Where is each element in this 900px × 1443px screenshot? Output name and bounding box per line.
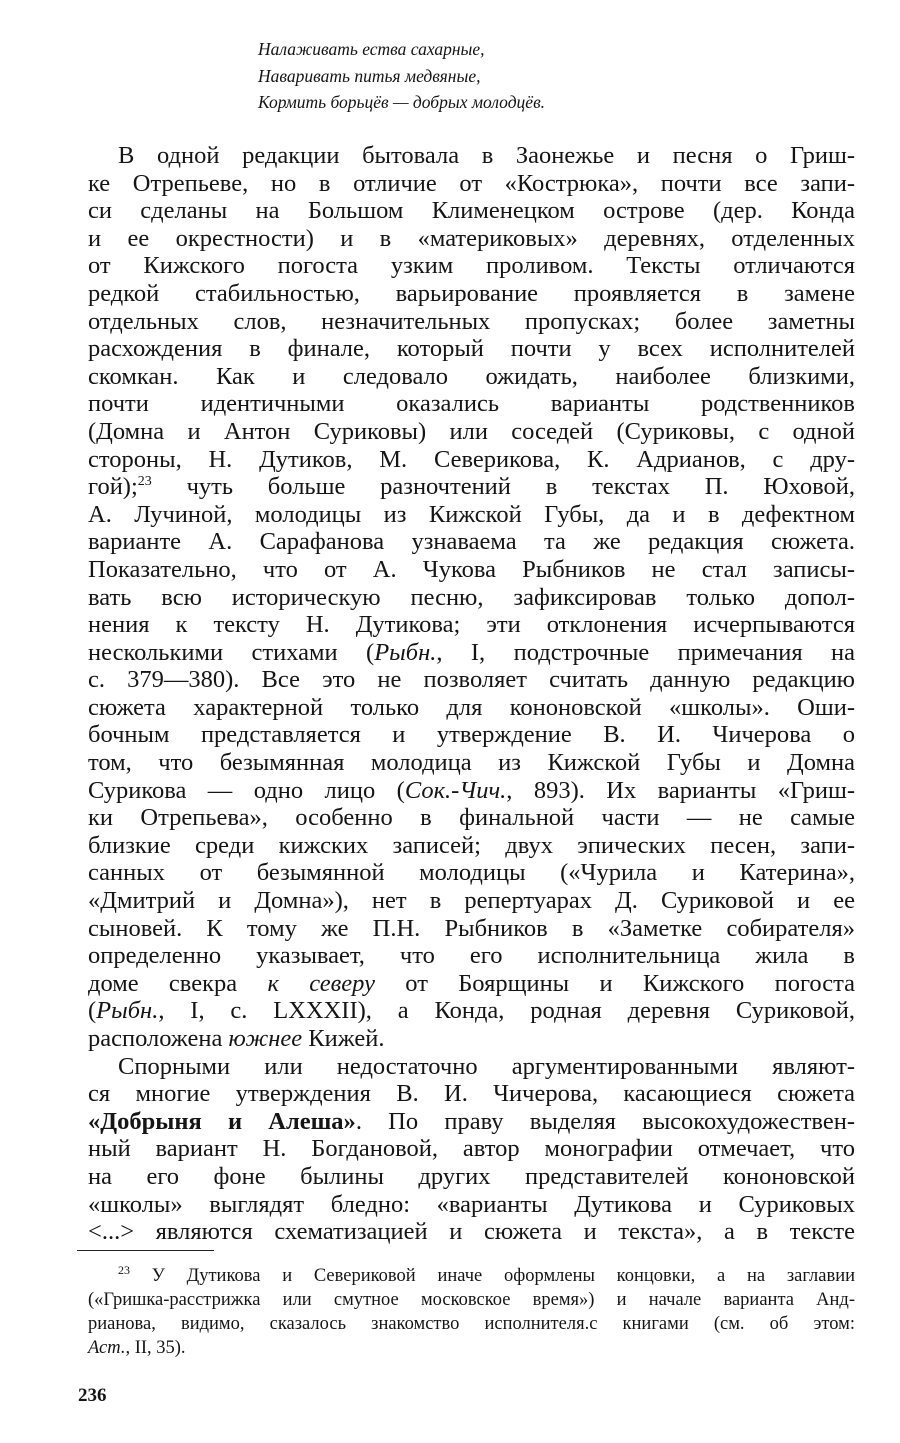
text-line [88, 556, 855, 584]
text-line [88, 418, 855, 446]
text-segment: <...> являются схематизацией и сюжета и текста», а в тексте [88, 1218, 855, 1246]
text-segment: «школы» выглядят бледно: «варианты Дутикова и Суриковых [88, 1190, 855, 1218]
text-line [88, 1336, 855, 1360]
text-segment: ный вариант Н. Богдановой, автор монографии отмечает, что [88, 1135, 855, 1163]
footnote-ref: 23 [137, 474, 152, 490]
text-segment: «Дмитрий и Домна»), нет в репертуарах Д. Суриковой и ее [88, 887, 855, 915]
text-segment: определенно указывает, что его исполнительница жила в [88, 942, 855, 970]
text-line [88, 501, 855, 529]
text-segment: несколькими стихами ( [88, 638, 375, 666]
text-segment: расположена [88, 1025, 229, 1052]
text-segment: Сурикова — одно лицо ( [88, 776, 405, 804]
text-line [88, 390, 855, 418]
text-segment: чуть больше разночтений в текстах П. Юховой, [151, 473, 855, 501]
text-segment: ки Отрепьева», особенно в финальной части — не самые [88, 804, 855, 832]
text-segment: бочным представляется и утверждение В. И. Чичерова о [88, 721, 855, 749]
text-line [88, 859, 855, 887]
text-line [88, 335, 855, 363]
text-segment: доме свекра [88, 969, 268, 997]
verse-line: Наваривать питья медвяные, [258, 65, 481, 86]
text-segment: нения к тексту Н. Дутикова; эти отклонения исчерпываются [88, 611, 855, 639]
verse-line: Налаживать ества сахарные, [258, 39, 485, 59]
text-line [88, 611, 855, 639]
text-line [88, 1135, 855, 1163]
text-segment: гой); [88, 473, 138, 501]
text-line [88, 666, 855, 694]
text-segment: Рыбн. [374, 638, 437, 666]
text-segment: скомкан. Как и следовало ожидать, наиболее близкими, [88, 362, 855, 390]
text-line [88, 749, 855, 777]
text-line [88, 1191, 855, 1219]
text-segment: сыновей. К тому же П.Н. Рыбников в «Заметке собирателя» [88, 914, 855, 942]
text-segment: , 893). Их варианты «Гриш- [506, 776, 855, 804]
text-line [88, 1312, 855, 1336]
text-line [88, 942, 855, 970]
text-segment: , I, с. LXXXII), а Конда, родная деревня Суриковой, [158, 997, 855, 1025]
text-line [88, 473, 855, 501]
text-line [88, 970, 855, 998]
footnote-divider [77, 1250, 214, 1251]
text-segment: Сок.-Чич. [404, 776, 507, 804]
text-segment: к северу [267, 969, 375, 997]
text-segment: Рыбн. [96, 997, 159, 1025]
text-segment: том, что безымянная молодица из Кижской Губы и Домна [88, 749, 855, 777]
text-segment: редкой стабильностью, варьирование проявляется в замене [88, 279, 855, 307]
text-line [88, 997, 855, 1025]
text-segment: Показательно, что от А. Чукова Рыбников не стал записы- [88, 555, 855, 583]
text-line [88, 832, 855, 860]
text-segment: с. 379—380). Все это не позволяет считать данную редакцию [88, 666, 855, 694]
text-line [88, 528, 855, 556]
text-line [88, 308, 855, 336]
text-line [88, 721, 855, 749]
text-line [88, 639, 855, 667]
footnote-ref: 23 [118, 1263, 130, 1277]
text-line [88, 142, 855, 170]
body-text [88, 142, 855, 1246]
text-line [88, 1025, 855, 1053]
text-segment: , I, подстрочные примечания на [436, 638, 855, 666]
text-segment: си сделаны на Большом Клименецком острове (дер. Конда [88, 197, 855, 225]
text-segment: санных от безымянной молодицы («Чурила и Катерина», [88, 859, 855, 887]
text-segment: «Добрыня и Алеша» [88, 1107, 356, 1135]
text-line [88, 887, 855, 915]
text-segment: Кижей. [302, 1025, 385, 1052]
epigraph-verse [258, 36, 545, 116]
text-line [88, 915, 855, 943]
text-segment: на его фоне былины других представителей кононовской [88, 1162, 855, 1190]
text-segment: ке Отрепьеве, но в отличие от «Кострюка», почти все запи- [88, 169, 855, 197]
text-segment: стороны, Н. Дутиков, М. Северикова, К. Адрианов, с дру- [88, 445, 855, 473]
text-segment: рианова, видимо, сказалось знакомство исполнителя.с книгами (см. об этом: [88, 1314, 855, 1334]
text-segment: («Гришка-расстрижка или смутное московское время») и начале варианта Анд- [88, 1290, 855, 1310]
text-line [88, 1080, 855, 1108]
text-segment: южнее [228, 1025, 303, 1052]
text-line [88, 1264, 855, 1288]
text-segment: В одной редакции бытовала в Заонежье и песня о Гриш- [118, 142, 855, 169]
text-segment: ся многие утверждения В. И. Чичерова, касающиеся сюжета [88, 1080, 855, 1108]
text-line [88, 1218, 855, 1246]
text-segment: расхождения в финале, который почти у всех исполнителей [88, 335, 855, 363]
text-segment: вать всю историческую песню, зафиксировав только допол- [88, 583, 855, 611]
text-segment: ( [88, 997, 97, 1025]
text-segment: от Боярщины и Кижского погоста [374, 969, 856, 997]
text-segment: почти идентичными оказались варианты родственников [88, 390, 855, 418]
text-segment: А. Лучиной, молодицы из Кижской Губы, да и в дефектном [88, 500, 855, 528]
text-line [88, 252, 855, 280]
text-line [88, 694, 855, 722]
text-segment: (Домна и Антон Суриковы) или соседей (Суриковы, с одной [88, 417, 855, 445]
page-number: 236 [78, 1385, 107, 1406]
text-line [88, 197, 855, 225]
text-line [88, 1108, 855, 1136]
text-segment: У Дутикова и Севериковой иначе оформлены концовки, а на заглавии [130, 1266, 855, 1286]
text-segment: варианте А. Сарафанова узнаваема та же редакция сюжета. [88, 528, 855, 556]
text-line [88, 1053, 855, 1081]
text-segment: и ее окрестности) и в «материковых» деревнях, отделенных [88, 224, 855, 252]
text-line [88, 777, 855, 805]
text-segment: Аст. [88, 1338, 126, 1358]
verse-line: Кормить борьцёв — добрых молодцёв. [258, 92, 546, 112]
text-line [88, 446, 855, 474]
text-segment: близкие среди кижских записей; двух эпических песен, запи- [88, 831, 855, 859]
text-segment: Спорными или недостаточно аргументированными являют- [118, 1052, 855, 1080]
text-line [88, 363, 855, 391]
text-segment: , II, 35). [125, 1338, 186, 1358]
footnote [88, 1264, 855, 1360]
text-segment: . По праву выделяя высокохудожествен- [355, 1107, 855, 1135]
text-segment: сюжета характерной только для кононовской «школы». Оши- [88, 693, 855, 721]
text-segment: отдельных слов, незначительных пропусках; более заметны [88, 307, 855, 335]
text-line [88, 170, 855, 198]
text-segment: от Кижского погоста узким проливом. Тексты отличаются [88, 252, 855, 280]
text-line [88, 280, 855, 308]
text-line [88, 225, 855, 253]
text-line [88, 804, 855, 832]
text-line [88, 1163, 855, 1191]
text-line [88, 1288, 855, 1312]
text-line [88, 584, 855, 612]
